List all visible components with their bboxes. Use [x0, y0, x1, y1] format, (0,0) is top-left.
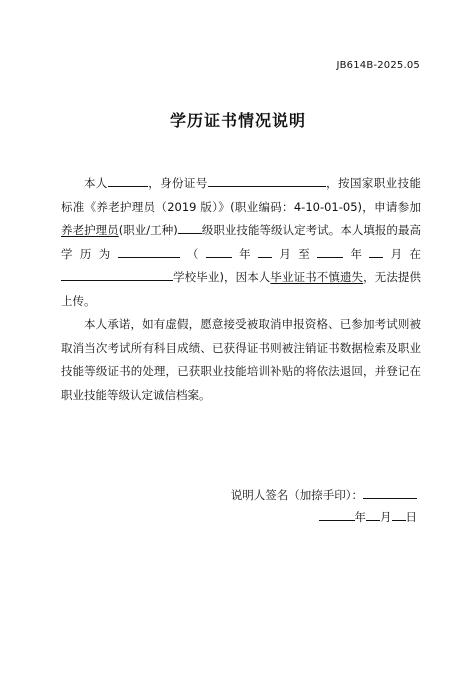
signature-label: 说明人签名（加捺手印）： [230, 488, 363, 502]
end-year-blank [317, 243, 343, 258]
text-segment: （ [179, 246, 206, 261]
day-label: 日 [405, 510, 417, 524]
text-segment: ，按国家职业 [325, 176, 398, 190]
school-blank [61, 266, 173, 281]
text-segment: 本人填报的最高学历为 [61, 223, 422, 261]
text-segment: 级职业技能等级认定考试。 [201, 223, 341, 237]
text-segment: 学校毕业)，因本人 [173, 270, 271, 284]
text-segment: (职业/工种) [118, 223, 178, 237]
name-blank [108, 172, 148, 187]
end-month-blank [369, 243, 383, 258]
month-label: 月 [380, 510, 392, 524]
date-line [231, 506, 417, 528]
reason-value: 毕业证书不慎遗失 [270, 270, 364, 284]
text-segment: 月至 [272, 246, 318, 261]
occupation-value: 养老护理员 [61, 223, 119, 237]
text-segment: 年 [231, 246, 259, 261]
signature-blank [363, 484, 417, 499]
text-segment: 年 [343, 246, 370, 261]
statement-paragraph-1 [61, 172, 421, 313]
year-label: 年 [354, 510, 366, 524]
start-year-blank [206, 243, 232, 258]
text-segment: 无法提供上传。 [61, 270, 422, 308]
text-segment: 技能标准《养老护理员（2019 版）》(职业编码：4-10-01-05)， [61, 176, 421, 214]
day-blank [392, 506, 406, 521]
document-code: JB614B-2025.05 [336, 60, 420, 71]
year-blank [319, 506, 355, 521]
text-segment: 本人 [84, 176, 108, 190]
education-blank [118, 243, 180, 258]
page-title: 学历证书情况说明 [169, 111, 306, 130]
id-number-blank [208, 172, 326, 187]
text-segment: 月 [383, 246, 410, 261]
text-segment: 申请参加 [374, 199, 422, 214]
text-segment: ，身份证号 [147, 176, 208, 190]
month-blank [366, 506, 380, 521]
level-blank [178, 219, 202, 234]
signature-block [231, 484, 417, 528]
statement-paragraph-2: 本人承诺，如有虚假，愿意接受被取消申报资格、已参加考试则被取消当次考试所有科目成绩、已获得证书则被注销证书数据检索及职业技能等级证书的处理，已获职业技能培训补贴的将依法退回，并登记在职业技能等级认定诚信档案。 [61, 317, 421, 402]
start-month-blank [258, 243, 272, 258]
text-segment: ， [363, 270, 375, 284]
statement-body [61, 172, 421, 407]
signature-line [231, 484, 417, 506]
text-segment: 在 [409, 246, 422, 261]
